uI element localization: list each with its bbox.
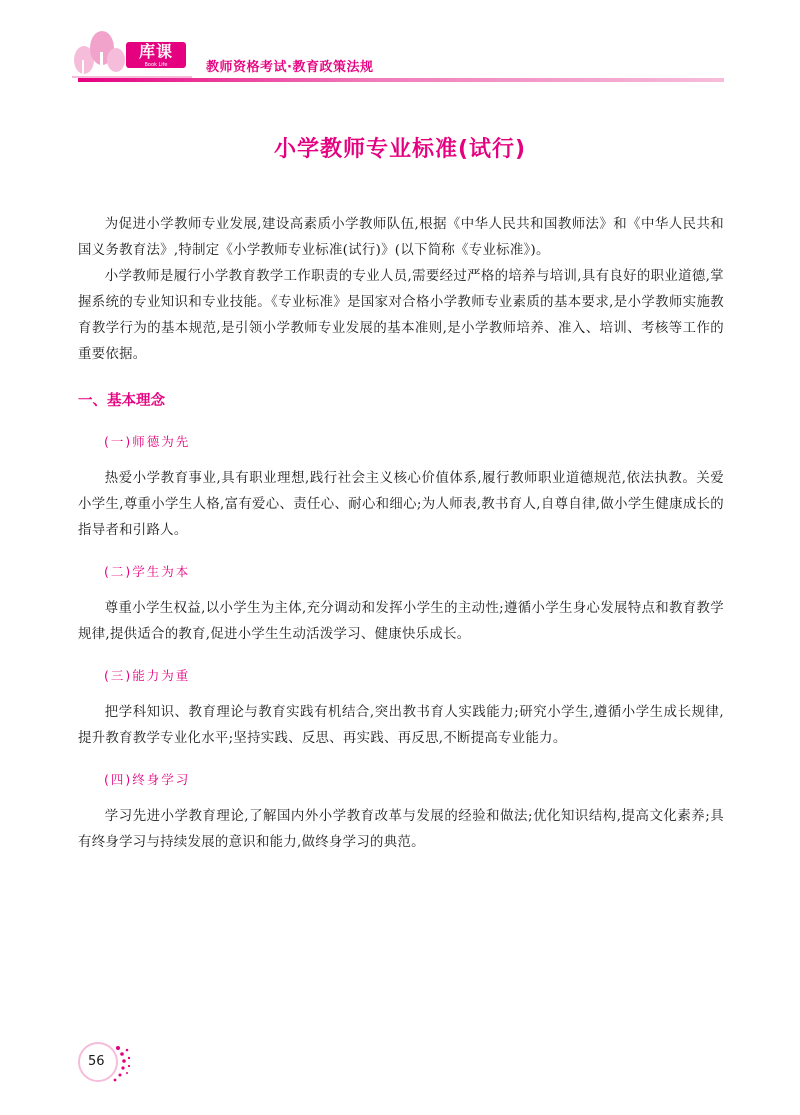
brand-logo-text: 库课 (138, 42, 173, 61)
document-body (78, 212, 724, 856)
brand-logo-subtext: Book Life (144, 62, 168, 68)
header-divider (78, 78, 724, 82)
subsection-heading: (一)师德为先 (104, 434, 191, 449)
subsection-paragraph: 热爱小学教育事业,具有职业理想,践行社会主义核心价值体系,履行教师职业道德规范,依法执教。关爱小学生,尊重小学生人格,富有爱心、责任心、耐心和细心;为人师表,教书育人,自尊自律,做小学生健康成长的指导者和引路人。 (78, 471, 724, 538)
page-number-badge (74, 1038, 134, 1088)
intro-paragraph: 小学教师是履行小学教育教学工作职责的专业人员,需要经过严格的培养与培训,具有良好的职业道德,掌握系统的专业知识和专业技能。《专业标准》是国家对合格小学教师专业素质的基本要求,是小学教师实施教育教学行为的基本规范,是引领小学教师专业发展的基本准则,是小学教师培养、准入、培训、考核等工作的重要依据。 (78, 269, 724, 362)
subsection-paragraph: 学习先进小学教育理论,了解国内外小学教育改革与发展的经验和做法;优化知识结构,提高文化素养;具有终身学习与持续发展的意识和能力,做终身学习的典范。 (78, 809, 724, 850)
subsection-paragraph: 尊重小学生权益,以小学生为主体,充分调动和发挥小学生的主动性;遵循小学生身心发展特点和教育教学规律,提供适合的教育,促进小学生生动活泼学习、健康快乐成长。 (78, 601, 724, 642)
page-header (0, 0, 800, 90)
section-heading: 一、基本理念 (78, 393, 165, 409)
subsection-heading: (三)能力为重 (104, 668, 191, 683)
subsection-paragraph: 把学科知识、教育理论与教育实践有机结合,突出教书育人实践能力;研究小学生,遵循小学生成长规律,提升教育教学专业化水平;坚持实践、反思、再实践、再反思,不断提高专业能力。 (78, 705, 724, 746)
document-title: 小学教师专业标准(试行) (273, 137, 527, 162)
page-number: 56 (88, 1054, 105, 1069)
intro-paragraph: 为促进小学教师专业发展,建设高素质小学教师队伍,根据《中华人民共和国教师法》和《中华人民共和国义务教育法》,特制定《小学教师专业标准(试行)》(以下简称《专业标准》)。 (78, 217, 724, 258)
subsection-heading: (二)学生为本 (104, 564, 191, 579)
subsection-heading: (四)终身学习 (104, 772, 191, 787)
header-title: 教师资格考试·教育政策法规 (206, 60, 374, 75)
